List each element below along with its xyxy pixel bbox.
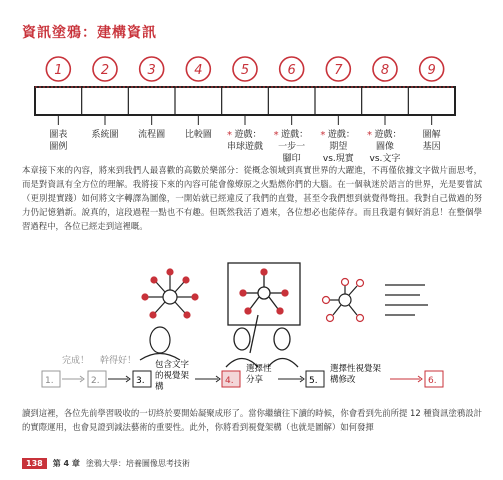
step-5-label: 選擇性視覺架構修改	[330, 364, 382, 385]
diagram-label: 流程圖	[138, 130, 166, 140]
diagram-label: 期望	[329, 142, 348, 152]
page-title: 資訊塗鴉：建構資訊	[22, 25, 157, 41]
diagram-number: 1	[54, 63, 63, 78]
star-icon: *	[320, 130, 326, 141]
step-1: 1.	[45, 376, 54, 386]
diagram-label: 比較圖	[184, 130, 212, 140]
cheer-done: 完成！	[62, 356, 90, 366]
page-footer	[22, 458, 190, 469]
diagram-label: 基因	[422, 142, 441, 152]
step-4: 4.	[225, 376, 234, 386]
step-2: 2.	[91, 376, 100, 386]
network-doodle-right	[323, 279, 429, 322]
paragraph-outro: 讀到這裡，各位先前學習吸收的一切終於要開始凝聚成形了。當你繼續往下讀的時候，你會看到先前所提 12 種資訊塗鴉設計的實際運用，也會見證到減法藝術的重要性。此外，你將看到視覺架構（也就是圖解）如何發揮	[22, 408, 482, 432]
diagram-label: 圖例	[49, 142, 68, 152]
diagram-number: 9	[427, 63, 436, 78]
whiteboard-doodle	[226, 263, 300, 367]
diagram-label: 遊戲：	[281, 130, 309, 140]
diagram-label: 系統圖	[91, 130, 119, 140]
step-6: 6.	[428, 376, 437, 386]
page-number: 138	[22, 458, 47, 469]
chapter-title: 塗鴉大學：培養圖像思考技術	[85, 459, 190, 468]
step-4-label: 選擇性分享	[246, 364, 272, 385]
step-5: 5.	[309, 376, 318, 386]
cheer-good-job: 幹得好！	[100, 356, 137, 366]
flow-steps	[42, 371, 443, 387]
diagram-label: 一步一	[278, 142, 306, 152]
diagram-label: 遊戲：	[327, 130, 355, 140]
diagram-number: 8	[380, 63, 390, 78]
diagram-box-row	[35, 87, 455, 115]
diagram-label: 遊戲：	[234, 130, 262, 140]
star-icon: *	[367, 130, 372, 141]
step-3: 3.	[136, 376, 145, 386]
diagram-number: 7	[334, 63, 343, 78]
diagram-label: vs.現實	[322, 154, 354, 164]
diagram-label: 圖解	[422, 130, 441, 140]
step-3-label: 包含文字的視覺架構	[155, 360, 190, 392]
diagram-label: 串球遊戲	[226, 142, 264, 152]
diagram-label: 圖表	[49, 130, 68, 140]
diagram-label: 腳印	[282, 154, 301, 164]
paragraph-intro: 本章接下來的內容，將來到我們人最喜歡的高數於樂部分：從概念領域到真實世界的大躍進，不再僅依據文字做片面思考，而是對資訊有全方位的理解。我將接下來的內容可能會像燎原之火點燃你們的大腦。在一個執迷於語言的世界，光是要嘗試（更別提實踐）如何將文字轉譯為圖像，一開始就已經違反了我們的直覺，甚至令我們想到就覺得彆扭。我對自己做過的努力仍記憶猶新。說真的，這段過程一點也不有趣。但既然我活了過來，各位想必也能倖存。而且我還有個好消息！在整個學習過程中，各位已經走到這裡嘅。	[22, 165, 482, 231]
diagram-label: 遊戲：	[374, 130, 402, 140]
diagram-label: vs.文字	[369, 154, 401, 164]
flow-illustration	[0, 255, 503, 400]
network-doodle-left	[140, 269, 198, 360]
star-icon: *	[227, 130, 232, 141]
diagram-number: 3	[147, 63, 156, 78]
star-icon: *	[273, 130, 279, 141]
chapter-number: 第 4 章	[52, 459, 80, 468]
diagram-number: 6	[287, 63, 296, 78]
diagram-number: 5	[240, 63, 250, 78]
diagram-number: 4	[194, 63, 203, 78]
diagram-label: 圖像	[375, 142, 395, 152]
diagram-number: 2	[100, 63, 110, 78]
